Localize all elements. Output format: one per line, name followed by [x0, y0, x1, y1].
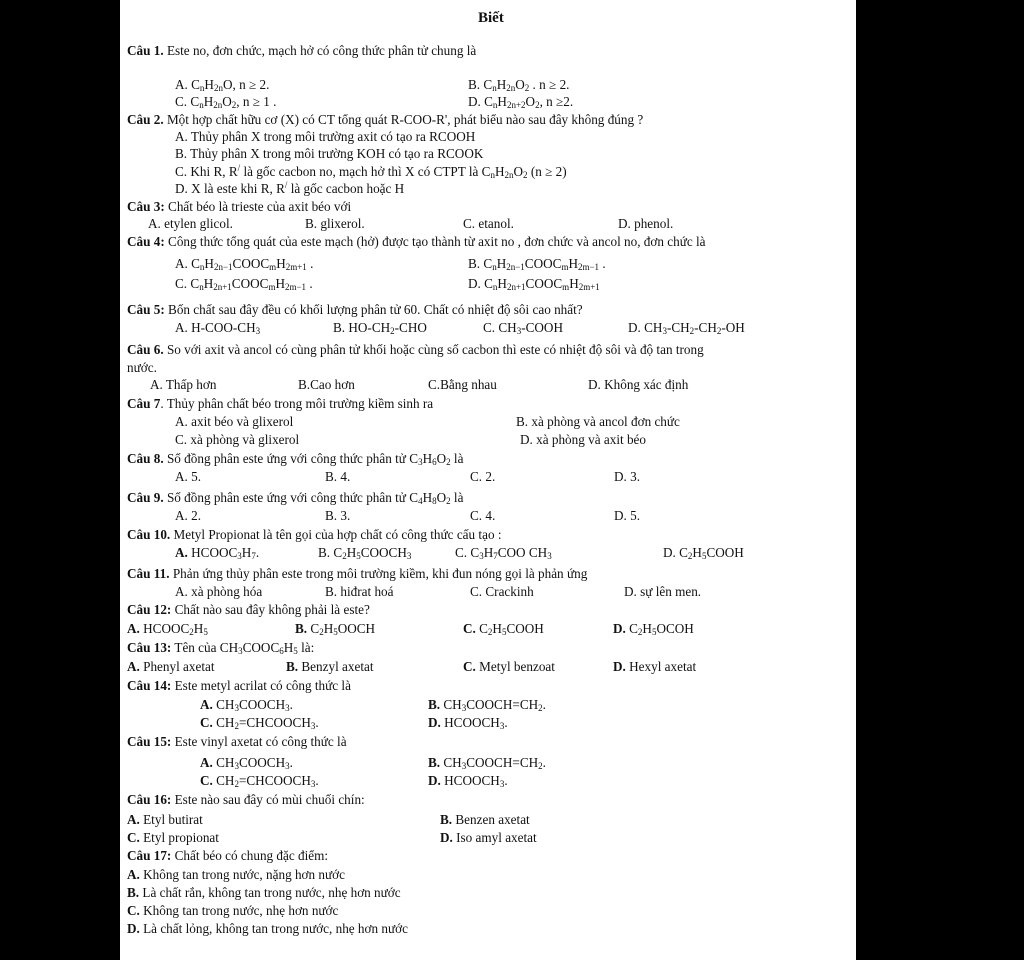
q11-option-c: C. Crackinh	[470, 584, 534, 599]
question-3: Câu 3: Chất béo là trieste của axit béo với	[127, 199, 352, 214]
q17-option-d: D. Là chất lỏng, không tan trong nước, nhẹ hơn nước	[127, 921, 408, 936]
q5-option-d: D. $CH_3-CH_2-CH_2-OH$	[628, 320, 745, 336]
question-5: Câu 5: Bốn chất sau đây đều có khối lượng phân tử 60. Chất có nhiệt độ sôi cao nhất?	[127, 302, 583, 317]
q6-option-d: D. Không xác định	[588, 377, 689, 392]
q3-option-c: C. etanol.	[463, 216, 514, 231]
q14-option-a: A. $CH_3COOCH_3$.	[200, 697, 293, 713]
q15-option-d: D. $HCOOCH_3$.	[428, 773, 508, 789]
question-4: Câu 4: Công thức tổng quát của este mạch (hở) được tạo thành từ axit no , đơn chức và ancol no, đơn chức là	[127, 234, 706, 249]
q1-option-b: B. $C_nH_{2n}O_2$ . n ≥ 2.	[468, 77, 570, 93]
q10-option-c: C. $C_3H_7COO$ $CH_3$	[455, 545, 552, 561]
q3-option-d: D. phenol.	[618, 216, 674, 231]
q2-option-b: B. Thủy phân X trong môi trường KOH có tạo ra RCOOK	[175, 146, 484, 161]
q1-option-c: C. $C_nH_{2n}O_2$, n ≥ 1 .	[175, 94, 277, 110]
q17-option-b: B. Là chất rắn, không tan trong nước, nhẹ hơn nước	[127, 885, 401, 900]
q13-option-a: A. Phenyl axetat	[127, 659, 215, 674]
page-title: Biết	[478, 10, 504, 26]
q17-option-c: C. Không tan trong nước, nhẹ hơn nước	[127, 903, 339, 918]
q10-option-d: D. $C_2H_5COOH$	[663, 545, 744, 561]
q16-option-b: B. Benzen axetat	[440, 812, 530, 827]
q14-option-d: D. $HCOOCH_3$.	[428, 715, 508, 731]
q4-option-d: D. $C_nH_{2n+1}COOC_mH_{2m+1}$	[468, 276, 600, 292]
q5-option-c: C. $CH_3$-COOH	[483, 320, 563, 336]
q4-option-b: B. $C_nH_{2n-1}COOC_mH_{2m-1}$ .	[468, 256, 606, 272]
question-10: Câu 10. Metyl Propionat là tên gọi của hợp chất có công thức cấu tạo :	[127, 527, 502, 542]
q16-option-a: A. Etyl butirat	[127, 812, 203, 827]
q8-option-b: B. 4.	[325, 469, 351, 484]
q16-option-c: C. Etyl propionat	[127, 830, 219, 845]
q15-option-a: A. $CH_3COOCH_3$.	[200, 755, 293, 771]
q8-option-c: C. 2.	[470, 469, 496, 484]
exam-sheet	[120, 0, 856, 960]
q11-option-d: D. sự lên men.	[624, 584, 702, 599]
q12-option-a: A. $HCOOC_2H_5$	[127, 621, 208, 637]
question-15: Câu 15: Este vinyl axetat có công thức là	[127, 734, 347, 749]
q7-option-b: B. xà phòng và ancol đơn chức	[516, 414, 680, 429]
q9-option-a: A. 2.	[175, 508, 202, 523]
q7-option-d: D. xà phòng và axit béo	[520, 432, 646, 447]
q5-option-b: B. $HO-CH_2$-CHO	[333, 320, 427, 336]
q1-option-a: A. $C_nH_{2n}O$, n ≥ 2.	[175, 77, 270, 93]
question-12: Câu 12: Chất nào sau đây không phải là este?	[127, 602, 370, 617]
question-13: Câu 13: Tên của $CH_3COOC_6H_5$ là:	[127, 640, 315, 656]
q13-option-d: D. Hexyl axetat	[613, 659, 697, 674]
q4-option-a: A. $C_nH_{2n-1}COOC_mH_{2m+1}$ .	[175, 256, 314, 272]
question-11: Câu 11. Phản ứng thủy phân este trong môi trường kiềm, khi đun nóng gọi là phản ứng	[127, 566, 588, 581]
q11-option-a: A. xà phòng hóa	[175, 584, 263, 599]
q15-option-b: B. $CH_3COOCH=CH_2$.	[428, 755, 546, 771]
question-1: Câu 1. Este no, đơn chức, mạch hở có công thức phân tử chung là	[127, 43, 477, 58]
q9-option-d: D. 5.	[614, 508, 641, 523]
q6-option-c: C.Bằng nhau	[428, 377, 497, 392]
question-14: Câu 14: Este metyl acrilat có công thức là	[127, 678, 351, 693]
question-6: Câu 6. So với axit và ancol có cùng phân tử khối hoặc cùng số cacbon thì este có nhiệt độ sôi và độ tan trong	[127, 342, 704, 357]
q11-option-b: B. hiđrat hoá	[325, 584, 394, 599]
q9-option-b: B. 3.	[325, 508, 351, 523]
q10-option-b: B. $C_2H_5COOCH_3$	[318, 545, 412, 561]
q15-option-c: C. $CH_2=CHCOOCH_3$.	[200, 773, 319, 789]
q2-option-c: C. Khi R, R/ là gốc cacbon no, mạch hở thì X có CTPT là $C_nH_{2n}O_2$ (n ≥ 2)	[175, 163, 567, 180]
question-9: Câu 9. Số đồng phân este ứng với công thức phân tử $C_4H_8O_2$ là	[127, 490, 464, 506]
q7-option-a: A. axit béo và glixerol	[175, 414, 294, 429]
q2-option-a: A. Thủy phân X trong môi trường axit có tạo ra RCOOH	[175, 129, 476, 144]
q12-option-c: C. $C_2H_5COOH$	[463, 621, 544, 637]
q3-option-a: A. etylen glicol.	[148, 216, 233, 231]
q12-option-d: D. $C_2H_5OCOH$	[613, 621, 694, 637]
q5-option-a: A. $H-COO-CH_3$	[175, 320, 261, 336]
q6-option-b: B.Cao hơn	[298, 377, 355, 392]
q17-option-a: A. Không tan trong nước, nặng hơn nước	[127, 867, 345, 882]
question-7: Câu 7. Thủy phân chất béo trong môi trường kiềm sinh ra	[127, 396, 434, 411]
question-8: Câu 8. Số đồng phân este ứng với công thức phân tử $C_3H_6O_2$ là	[127, 451, 464, 467]
q1-option-d: D. $C_nH_{2n+2}O_2$, n ≥2.	[468, 94, 574, 110]
question-17: Câu 17: Chất béo có chung đặc điểm:	[127, 848, 329, 863]
q13-option-c: C. Metyl benzoat	[463, 659, 555, 674]
q4-option-c: C. $C_nH_{2n+1}COOC_mH_{2m-1}$ .	[175, 276, 313, 292]
q12-option-b: B. $C_2H_5OOCH$	[295, 621, 376, 637]
q2-option-d: D. X là este khi R, R/ là gốc cacbon hoặc H	[175, 180, 405, 196]
q16-option-d: D. Iso amyl axetat	[440, 830, 537, 845]
q9-option-c: C. 4.	[470, 508, 496, 523]
q3-option-b: B. glixerol.	[305, 216, 365, 231]
q10-option-a: A. $HCOOC_3H_7$.	[175, 545, 260, 561]
q14-option-b: B. $CH_3COOCH=CH_2$.	[428, 697, 546, 713]
q6-option-a: A. Thấp hơn	[150, 377, 217, 392]
question-16: Câu 16: Este nào sau đây có mùi chuối chín:	[127, 792, 365, 807]
q13-option-b: B. Benzyl axetat	[286, 659, 374, 674]
question-6-continued: nước.	[127, 360, 157, 375]
q8-option-d: D. 3.	[614, 469, 641, 484]
q8-option-a: A. 5.	[175, 469, 202, 484]
question-2: Câu 2. Một hợp chất hữu cơ (X) có CT tổng quát R-COO-R', phát biểu nào sau đây không đúng ?	[127, 112, 644, 127]
q14-option-c: C. $CH_2=CHCOOCH_3$.	[200, 715, 319, 731]
q7-option-c: C. xà phòng và glixerol	[175, 432, 300, 447]
